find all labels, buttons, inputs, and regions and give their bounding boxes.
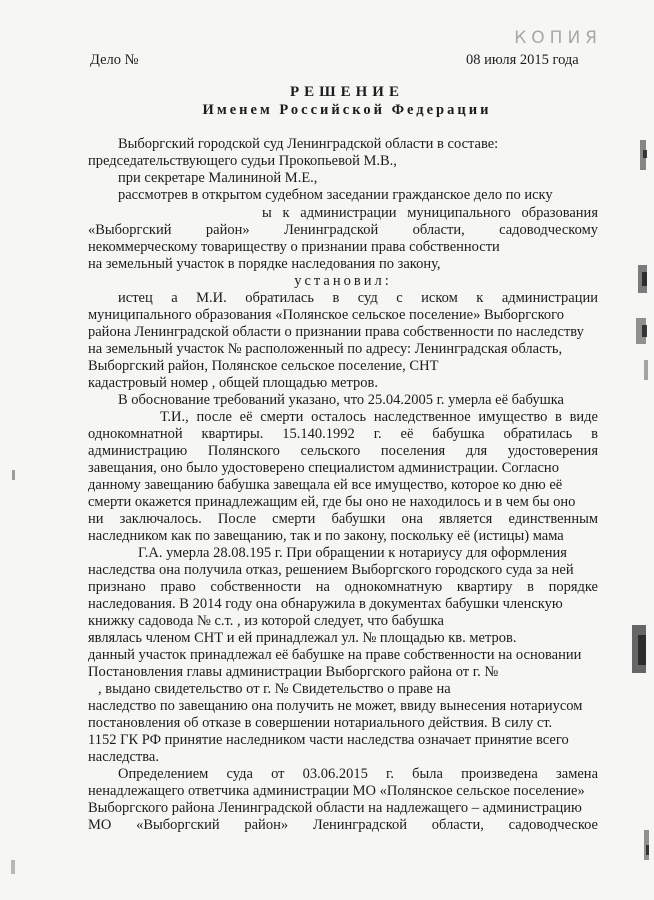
text-line: данный участок принадлежал её бабушке на праве собственности на основании — [88, 647, 582, 663]
text-line: истец а М.И. обратилась в суд с иском к администрации — [118, 290, 598, 306]
text-line: установил: — [294, 273, 392, 289]
text-line: Постановления главы администрации Выборгского района от г. № — [88, 664, 499, 680]
text-line: 1152 ГК РФ принятие наследником части наследства означает принятие всего — [88, 732, 569, 748]
case-number: Дело № — [90, 52, 139, 68]
text-line: наследования. В 2014 году она обнаружила в документах бабушки членскую — [88, 596, 563, 612]
text-line: В обоснование требований указано, что 25.04.2005 г. умерла её бабушка — [118, 392, 564, 408]
text-line: наследства. — [88, 749, 159, 765]
text-line: рассмотрев в открытом судебном заседании гражданское дело по иску — [118, 187, 553, 203]
text-line: книжку садовода № с.т. , из которой следует, что бабушка — [88, 613, 444, 629]
scan-left-artifact — [10, 0, 18, 900]
text-line: завещания, оно было удостоверено специалистом администрации. Согласно — [88, 460, 559, 476]
text-line: наследником как по завещанию, так и по закону, поскольку её (истицы) мама — [88, 528, 564, 544]
text-line: ненадлежащего ответчика администрации МО «Полянское сельское поселение» — [88, 783, 585, 799]
text-line: смерти окажется принадлежащим ей, где бы оно не находилось и в чем бы оно — [88, 494, 576, 510]
text-line: кадастровый номер , общей площадью метров. — [88, 375, 378, 391]
text-line: Выборгский городской суд Ленинградской области в составе: — [118, 136, 499, 152]
copy-stamp: КОПИЯ — [514, 28, 602, 48]
text-line: на земельный участок № расположенный по адресу: Ленинградская область, — [88, 341, 563, 357]
text-line: «Выборгский район» Ленинградской области, садоводческому — [88, 222, 598, 238]
text-line: муниципального образования «Полянское сельское поселение» Выборгского — [88, 307, 565, 323]
document-title: РЕШЕНИЕ — [290, 84, 404, 100]
decision-date: 08 июля 2015 года — [466, 52, 579, 68]
text-line: на земельный участок в порядке наследования по закону, — [88, 256, 441, 272]
text-line: некоммерческому товариществу о признании права собственности — [88, 239, 500, 255]
scan-edge-artifacts — [620, 0, 654, 900]
text-line: Определением суда от 03.06.2015 г. была произведена замена — [118, 766, 598, 782]
text-line: при секретаре Малининой М.Е., — [118, 170, 318, 186]
text-line: постановления об отказе в совершении нотариального действия. В силу ст. — [88, 715, 553, 731]
text-line: однокомнатной квартиры. 15.140.1992 г. её бабушка обратилась в — [88, 426, 598, 442]
text-line: ы к администрации муниципального образования — [262, 205, 598, 221]
text-line: являлась членом СНТ и ей принадлежал ул. № площадью кв. метров. — [88, 630, 517, 646]
text-line: района Ленинградской области о признании права собственности по наследству — [88, 324, 584, 340]
text-line: наследства она получила отказ, решением Выборгского городского суда за ней — [88, 562, 574, 578]
text-line: администрацию Полянского сельского поселения для удостоверения — [88, 443, 598, 459]
text-line: Выборгский район, Полянское сельское поселение, СНТ — [88, 358, 439, 374]
text-line: ни заключалось. После смерти бабушки она является единственным — [88, 511, 598, 527]
text-line: данному завещанию бабушка завещала ей все имущество, которое ко дню её — [88, 477, 563, 493]
text-line: Т.И., после её смерти осталось наследственное имущество в виде — [160, 409, 598, 425]
text-line: Выборгского района Ленинградской области на надлежащего – администрацию — [88, 800, 582, 816]
text-line: наследство по завещанию она получить не может, ввиду вынесения нотариусом — [88, 698, 583, 714]
text-line: , выдано свидетельство от г. № Свидетельство о праве на — [98, 681, 451, 697]
document-subtitle: Именем Российской Федерации — [202, 102, 492, 118]
text-line: признано право собственности на однокомнатную квартиру в порядке — [88, 579, 598, 595]
text-line: Г.А. умерла 28.08.195 г. При обращении к нотариусу для оформления — [138, 545, 567, 561]
text-line: МО «Выборгский район» Ленинградской области, садоводческое — [88, 817, 598, 833]
text-line: председательствующего судьи Прокопьевой М.В., — [88, 153, 397, 169]
